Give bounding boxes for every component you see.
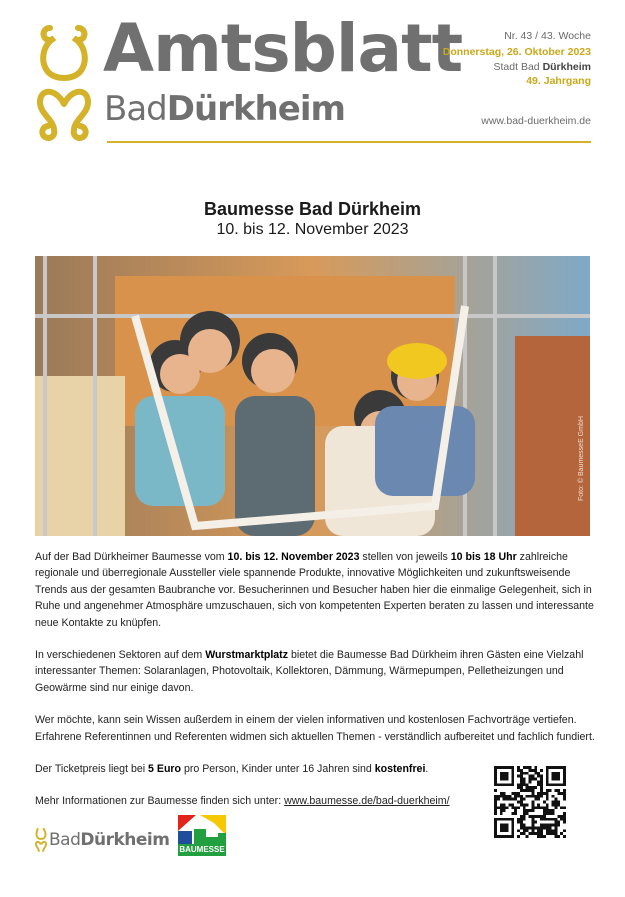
paragraph-talks: Wer möchte, kann sein Wissen außerdem in einem der vielen informativen und kostenlosen Fachvorträge vertiefen. Erfahrene Referentinnen und Referenten widmen sich aktuellen Themen - verständlich aufbereitet und fachlich fundiert. bbox=[35, 714, 595, 743]
issue-date: Donnerstag, 26. Oktober 2023 bbox=[442, 46, 591, 58]
footer-logo-bold: Dürkheim bbox=[80, 830, 170, 850]
qr-code-icon[interactable] bbox=[493, 766, 567, 838]
paragraph-intro: Auf der Bad Dürkheimer Baumesse vom 10. bis 12. November 2023 stellen von jeweils 10 bis 18 Uhr zahlreiche regionale und überregionale Aussteller viele spannende Produkte, innovative Möglichkeiten und zukunftsweisende Trends aus der gesamten Baubranche vor. Besucherinnen und Besucher haben hier die einmalige Gelegenheit, sich in Ruhe und angenehmer Atmosphäre umzuschauen, sich von kompetenten Experten beraten zu lassen und interessante neue Kontakte zu knüpfen. bbox=[35, 551, 594, 629]
baumesse-logo bbox=[178, 815, 226, 856]
photo-credit: Foto: © BaumesseE GmbH bbox=[578, 416, 585, 501]
website[interactable]: www.bad-duerkheim.de bbox=[481, 115, 591, 127]
paragraph-topics: In verschiedenen Sektoren auf dem Wurstmarktplatz bietet die Baumesse Bad Dürkheim ihren Gästen eine Vielzahl interessanter Themen: Solaranlagen, Photovoltaik, Kollektoren, Dämmung, Wärmepumpen, Pelletheizungen und Geowärme sind nur einige davon. bbox=[35, 649, 584, 694]
footer-logo-light: Bad bbox=[49, 830, 81, 850]
header-rule bbox=[107, 141, 591, 143]
article-dates: 10. bis 12. November 2023 bbox=[216, 221, 409, 238]
city-line bbox=[494, 60, 591, 75]
city-logo-small-icon bbox=[35, 826, 47, 854]
footer-city-logo bbox=[35, 826, 169, 854]
subtitle-light: Bad bbox=[104, 89, 167, 129]
baumesse-logo-icon bbox=[178, 815, 226, 845]
masthead-title: Amtsblatt bbox=[103, 10, 463, 87]
city-bold: Dürkheim bbox=[542, 61, 591, 73]
masthead-subtitle bbox=[104, 89, 345, 129]
baumesse-logo-text: BAUMESSE bbox=[179, 845, 225, 854]
family-construction-photo bbox=[35, 256, 590, 536]
baumesse-link[interactable]: www.baumesse.de/bad-duerkheim/ bbox=[284, 795, 450, 808]
city-prefix: Stadt Bad bbox=[493, 61, 540, 73]
article-headline: Baumesse Bad Dürkheim bbox=[203, 199, 422, 219]
article-photo bbox=[35, 256, 590, 536]
subtitle-bold: Dürkheim bbox=[166, 89, 345, 129]
city-logo-icon bbox=[36, 22, 92, 144]
volume: 49. Jahrgang bbox=[526, 75, 591, 87]
paragraph-more-info: Mehr Informationen zur Baumesse finden sich unter: www.baumesse.de/bad-duerkheim/ bbox=[35, 795, 450, 808]
issue-number: Nr. 43 / 43. Woche bbox=[504, 30, 591, 42]
paragraph-tickets: Der Ticketpreis liegt bei 5 Euro pro Person, Kinder unter 16 Jahren sind kostenfrei. bbox=[35, 763, 429, 776]
